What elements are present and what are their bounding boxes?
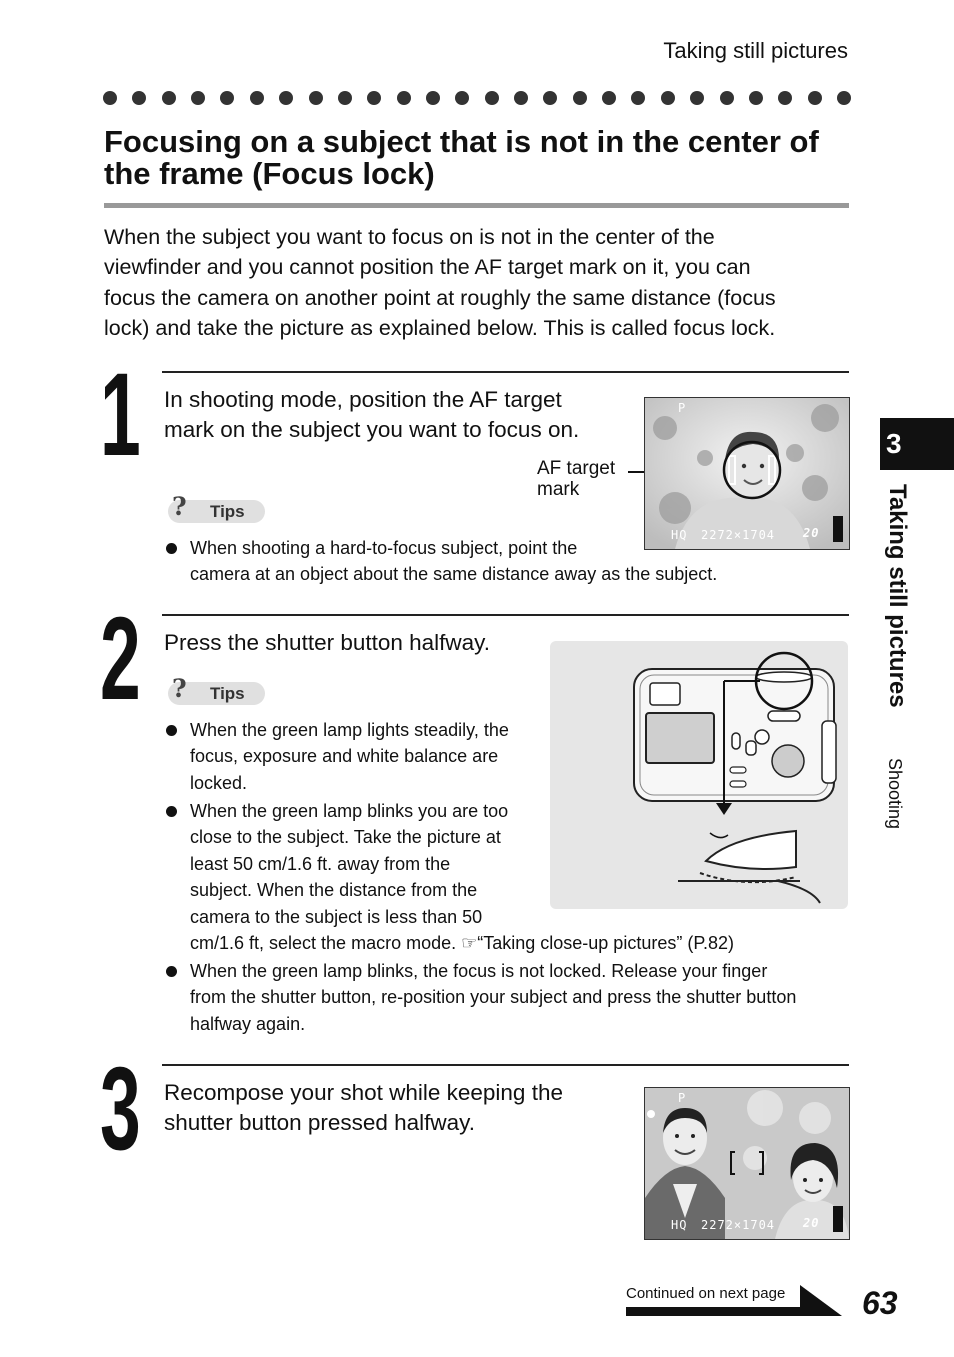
osd-resolution: 2272×1704 — [701, 528, 776, 542]
tip-item — [166, 717, 546, 796]
step-instruction — [164, 628, 490, 658]
divider-dot — [338, 91, 352, 105]
divider-dot — [543, 91, 557, 105]
instruction-line: Recompose your shot while keeping the — [164, 1080, 563, 1105]
tip-line: camera to the subject is less than 50 — [190, 906, 483, 927]
dot-divider — [103, 88, 851, 108]
tip-item — [166, 535, 856, 588]
divider-dot — [191, 91, 205, 105]
tip-line: locked. — [190, 772, 248, 793]
tip-line: least 50 cm/1.6 ft. away from the — [190, 853, 451, 874]
divider-dot — [631, 91, 645, 105]
instruction-line: Press the shutter button halfway. — [164, 630, 491, 655]
tip-line: When the green lamp blinks, the focus is not locked. Release your finger — [190, 961, 768, 981]
callout-line: AF target — [537, 458, 616, 479]
tip-line: close to the subject. Take the picture at — [190, 827, 501, 848]
heading-rule — [104, 203, 849, 208]
tip-line: from the shutter button, re-position your subject and press the shutter button — [190, 987, 797, 1008]
chapter-number: 3 — [886, 428, 902, 459]
divider-dot — [103, 91, 117, 105]
divider-dot — [514, 91, 528, 105]
divider-dot — [837, 91, 851, 105]
divider-dot — [720, 91, 734, 105]
step-divider — [162, 1064, 849, 1066]
divider-dot — [132, 91, 146, 105]
divider-dot — [220, 91, 234, 105]
osd-mode: P — [678, 401, 687, 415]
divider-dot — [455, 91, 469, 105]
divider-dot — [808, 91, 822, 105]
bullet-icon — [166, 806, 177, 817]
step-instruction — [164, 1078, 563, 1138]
chapter-subtitle: Shooting — [885, 758, 905, 830]
tip-line: halfway again. — [190, 1013, 306, 1034]
divider-dot — [279, 91, 293, 105]
intro-line: focus the camera on another point at roughly the same distance (focus — [104, 285, 776, 310]
divider-dot — [749, 91, 763, 105]
divider-dot — [778, 91, 792, 105]
divider-dot — [661, 91, 675, 105]
divider-dot — [309, 91, 323, 105]
step-divider — [162, 371, 849, 373]
divider-dot — [367, 91, 381, 105]
chapter-tab — [880, 418, 954, 470]
instruction-line: mark on the subject you want to focus on. — [164, 417, 580, 442]
tip-line: When the green lamp blinks you are too — [190, 801, 509, 821]
instruction-line: shutter button pressed halfway. — [164, 1110, 476, 1135]
tip-item — [166, 958, 856, 1037]
step-divider — [162, 614, 849, 616]
divider-dot — [602, 91, 616, 105]
continued-arrow-icon — [626, 1283, 846, 1319]
divider-dot — [690, 91, 704, 105]
step-number: 3 — [100, 1043, 139, 1175]
divider-dot — [162, 91, 176, 105]
bullet-icon — [166, 725, 177, 736]
bullet-icon — [166, 543, 177, 554]
tip-line: When shooting a hard-to-focus subject, point the — [190, 538, 578, 558]
viewfinder-photo-3 — [644, 1087, 850, 1240]
tip-line: cm/1.6 ft, select the macro mode. ☞“Taking close-up pictures” (P.82) — [190, 933, 735, 954]
intro-line: viewfinder and you cannot position the AF target mark on it, you can — [104, 255, 751, 280]
viewfinder-photo-1 — [644, 397, 850, 550]
tip-line: When the green lamp lights steadily, the — [190, 720, 509, 740]
bullet-icon — [166, 966, 177, 977]
tips-badge — [168, 492, 265, 523]
af-target-callout — [537, 458, 615, 500]
tip-line: camera at an object about the same distance away as the subject. — [190, 564, 718, 585]
running-header: Taking still pictures — [663, 38, 848, 63]
page-number: 63 — [862, 1285, 898, 1321]
section-heading: Focusing on a subject that is not in the center of the frame (Focus lock) — [104, 124, 819, 191]
osd-count: 20 — [803, 1216, 820, 1230]
tip-line: focus, exposure and white balance are — [190, 746, 499, 767]
osd-resolution: 2272×1704 — [701, 1218, 776, 1232]
divider-dot — [250, 91, 264, 105]
divider-dot — [573, 91, 587, 105]
tips-badge — [168, 674, 265, 705]
callout-line: mark — [537, 479, 580, 500]
tips-label: Tips — [210, 684, 245, 703]
intro-paragraph — [104, 222, 864, 343]
intro-line: When the subject you want to focus on is not in the center of the — [104, 225, 715, 249]
tips-label: Tips — [210, 502, 245, 521]
step-number: 2 — [100, 593, 139, 725]
question-icon: ? — [172, 492, 187, 521]
intro-line: lock) and take the picture as explained below. This is called focus lock. — [104, 315, 776, 340]
osd-mode: P — [678, 1091, 687, 1105]
chapter-title: Taking still pictures — [884, 484, 911, 708]
step-number: 1 — [100, 349, 139, 481]
divider-dot — [485, 91, 499, 105]
divider-dot — [397, 91, 411, 105]
continued-label: Continued on next page — [626, 1285, 786, 1302]
question-icon: ? — [172, 674, 187, 703]
divider-dot — [426, 91, 440, 105]
tip-line: subject. When the distance from the — [190, 880, 478, 901]
instruction-line: In shooting mode, position the AF target — [164, 387, 562, 412]
tip-item — [166, 798, 856, 956]
osd-quality: HQ — [671, 1218, 688, 1232]
osd-count: 20 — [803, 526, 820, 540]
step-instruction — [164, 385, 579, 445]
osd-quality: HQ — [671, 528, 688, 542]
